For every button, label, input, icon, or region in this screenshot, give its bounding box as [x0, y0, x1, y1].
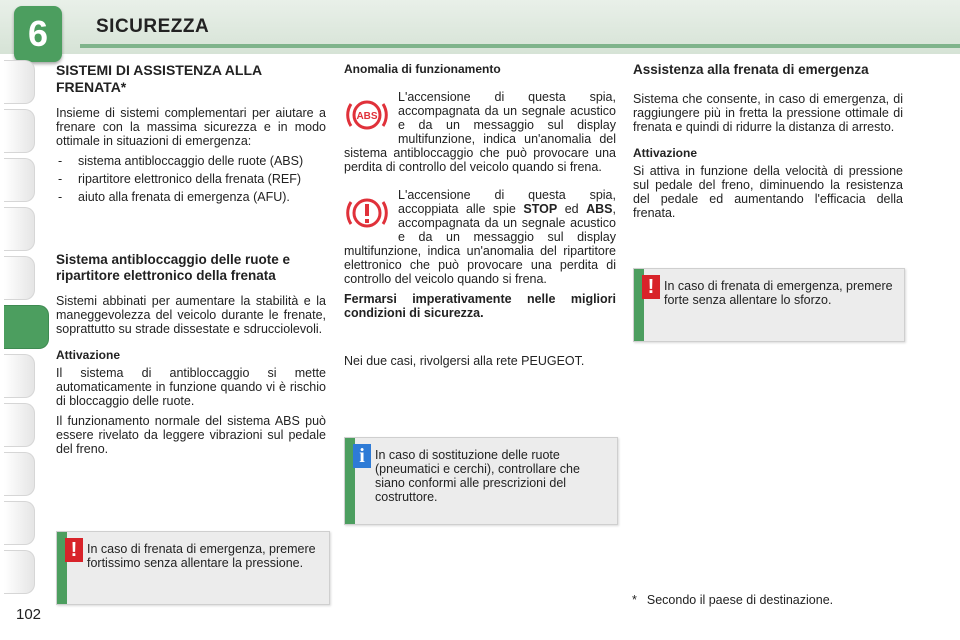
warning-notice [633, 268, 905, 342]
brake-lamp-paragraph: L'accensione di questa spia, accoppiata alle spie STOP ed ABS, accompagnata da un segnale acustico e da un messaggio sul display multifunzione, indica un'anomalia del ripartitore elettronico che può provocare una perdita di controllo del veicolo quando si frena. [344, 188, 616, 286]
chapter-tab[interactable] [4, 207, 35, 251]
header-divider [80, 44, 960, 48]
abs-warning-lamp-icon [344, 92, 390, 138]
notice-text: In caso di frenata di emergenza, premere forte senza allentare lo sforzo. [664, 279, 893, 307]
notice-text: In caso di sostituzione delle ruote (pneumatici e cerchi), controllare che siano conformi alle prescrizioni del costruttore. [375, 448, 580, 504]
chapter-tab[interactable] [4, 403, 35, 447]
activation-paragraph: Si attiva in funzione della velocità di pressione sul pedale del freno, diminuendo la resistenza del pedale ed aumentando l'efficacia della frenata. [633, 164, 903, 220]
list-item: - ripartitore elettronico della frenata (REF) [56, 172, 326, 186]
activation-title: Attivazione [56, 348, 121, 362]
abs-section-title: Sistema antibloccaggio delle ruote e ripartitore elettronico della frenata [56, 252, 291, 283]
footnote-marker: * [632, 593, 637, 607]
notice-text: In caso di frenata di emergenza, premere fortissimo senza allentare la pressione. [87, 542, 316, 570]
abs-lamp-paragraph: ABS L'accensione di questa spia, accompagnata da un segnale acustico e da un messaggio sul display multifunzione, indica un'anomalia del sistema antibloccaggio che può provocare una perdita di controllo del veicolo quando si frena. [344, 90, 616, 174]
warning-icon: ! [65, 538, 83, 562]
abs-paragraph: Sistemi abbinati per aumentare la stabilità e la maneggevolezza del veicolo durante le frenate, soprattutto su strade dissestate e sdrucciolevoli. [56, 294, 326, 336]
chapter-tab[interactable] [4, 256, 35, 300]
emergency-assist-paragraph: Sistema che consente, in caso di emergenza, di raggiungere più in fretta la pressione ottimale di frenata e quindi di ridurre la distanza di arresto. [633, 92, 903, 134]
chapter-number-badge: 6 [14, 6, 62, 62]
chapter-tab[interactable] [4, 452, 35, 496]
footnote-text: Secondo il paese di destinazione. [646, 593, 834, 607]
chapter-tab[interactable] [4, 501, 35, 545]
emergency-assist-title: Assistenza alla frenata di emergenza [633, 62, 869, 77]
column-2 [344, 62, 616, 374]
chapter-tab[interactable] [4, 550, 35, 594]
brake-warning-lamp-icon [344, 190, 390, 236]
warning-icon: ! [642, 275, 660, 299]
intro-paragraph: Insieme di sistemi complementari per aiutare a frenare con la massima sicurezza e in modo ottimale in situazioni di emergenza: [56, 106, 326, 148]
abs-lamp-label: ABS [356, 111, 378, 122]
warning-notice [56, 531, 330, 605]
info-notice [344, 437, 618, 525]
page-number: 102 [16, 606, 42, 623]
section-title: SISTEMI DI ASSISTENZA ALLA FRENATA* [56, 62, 263, 95]
chapter-tab[interactable] [4, 109, 35, 153]
column-1 [56, 62, 326, 462]
activation-paragraph: Il sistema di antibloccaggio si mette automaticamente in funzione quando vi è rischio di bloccaggio delle ruote. [56, 366, 326, 408]
chapter-title: SICUREZZA [96, 16, 210, 37]
info-icon: i [353, 444, 371, 468]
system-list [56, 154, 326, 204]
chapter-tabs [0, 60, 48, 599]
chapter-tab[interactable] [4, 158, 35, 202]
activation-paragraph: Il funzionamento normale del sistema ABS può essere rivelato da leggere vibrazioni sul pedale del freno. [56, 414, 326, 456]
chapter-tab[interactable] [4, 354, 35, 398]
stop-warning: Fermarsi imperativamente nelle migliori condizioni di sicurezza. [344, 292, 616, 320]
activation-title: Attivazione [633, 146, 698, 160]
contact-network-paragraph: Nei due casi, rivolgersi alla rete PEUGEOT. [344, 354, 585, 368]
list-item: - aiuto alla frenata di emergenza (AFU). [56, 190, 326, 204]
list-item: - sistema antibloccaggio delle ruote (ABS) [56, 154, 326, 168]
column-3 [633, 62, 903, 226]
malfunction-title: Anomalia di funzionamento [344, 62, 501, 76]
footnote [632, 593, 833, 607]
chapter-tab-active[interactable] [4, 305, 49, 349]
chapter-tab[interactable] [4, 60, 35, 104]
